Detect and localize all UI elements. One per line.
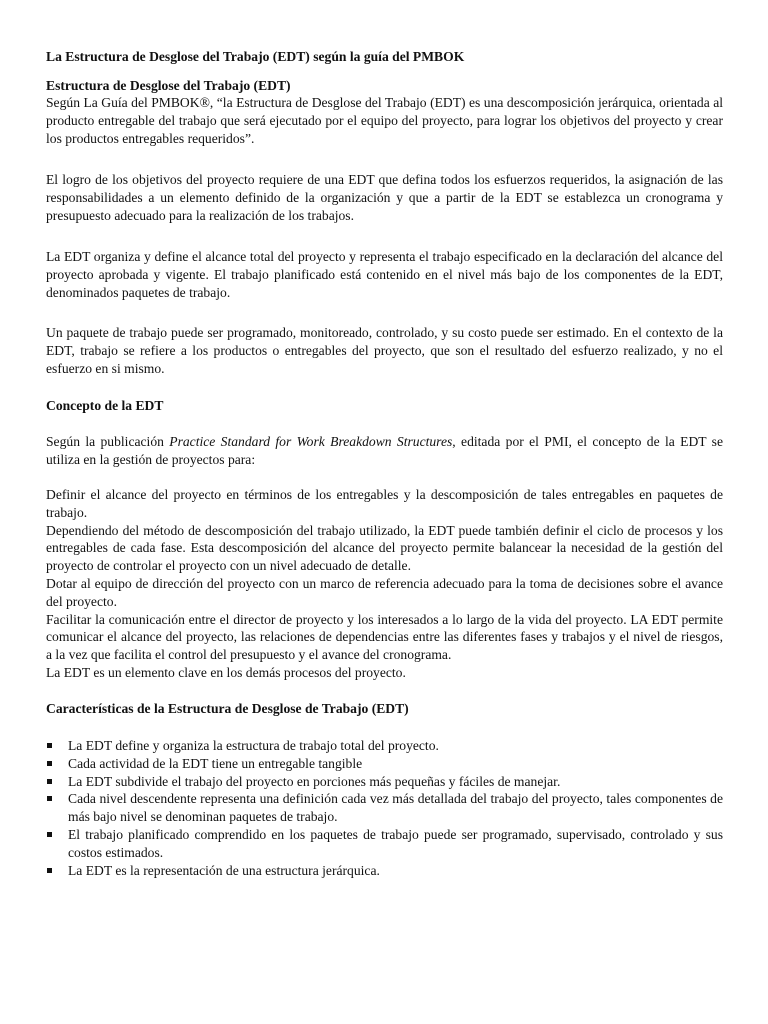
section-heading-edt: Estructura de Desglose del Trabajo (EDT) xyxy=(46,78,291,93)
section-heading-characteristics: Características de la Estructura de Desglose de Trabajo (EDT) xyxy=(46,701,409,716)
list-item xyxy=(46,790,723,826)
concept-list xyxy=(46,486,723,682)
list-item-text: La EDT define y organiza la estructura de trabajo total del proyecto. xyxy=(68,738,439,753)
paragraph-work-package: Un paquete de trabajo puede ser programado, monitoreado, controlado, y su costo puede ser estimado. En el contexto de la EDT, trabajo se refiere a los productos o entregables del proyecto, que son el resultado del esfuerzo realizado, y no el esfuerzo en si mismo. xyxy=(46,325,723,376)
square-bullet-icon xyxy=(47,868,52,873)
list-item-text: Cada nivel descendente representa una definición cada vez más detallada del trabajo del proyecto, tales componentes de más bajo nivel se denominan paquetes de trabajo. xyxy=(68,791,723,825)
square-bullet-icon xyxy=(47,761,52,766)
list-item xyxy=(46,862,723,880)
square-bullet-icon xyxy=(47,779,52,784)
list-item-text: La EDT subdivide el trabajo del proyecto en porciones más pequeñas y fáciles de manejar. xyxy=(68,773,561,789)
list-item xyxy=(46,826,723,862)
characteristics-list xyxy=(46,737,723,879)
concept-item: Definir el alcance del proyecto en términos de los entregables y la descomposición de tales entregables en paquetes de trabajo. xyxy=(46,487,723,520)
intro-text-after: , editada por el PMI, el concepto de la EDT se utiliza en la gestión de proyectos para: xyxy=(46,434,724,467)
concept-item: Dotar al equipo de dirección del proyecto con un marco de referencia adecuado para la toma de decisiones sobre el avance del proyecto. xyxy=(46,575,723,609)
list-item-text: El trabajo planificado comprendido en los paquetes de trabajo puede ser programado, supervisado, controlado y sus costos estimados. xyxy=(68,826,723,860)
list-item-text: La EDT es la representación de una estructura jerárquica. xyxy=(68,862,380,878)
document-title: La Estructura de Desglose del Trabajo (EDT) según la guía del PMBOK xyxy=(46,49,465,64)
list-item xyxy=(46,755,723,773)
paragraph-definition: Según La Guía del PMBOK®, “la Estructura de Desglose del Trabajo (EDT) es una descomposición jerárquica, orientada al producto entregable del trabajo que será ejecutado por el equipo del proyecto, para lograr los objetivos del proyecto y crear los productos entregables requeridos”. xyxy=(46,95,723,146)
square-bullet-icon xyxy=(47,743,52,748)
concept-item: Dependiendo del método de descomposición del trabajo utilizado, la EDT puede también definir el ciclo de procesos y los entregables de cada fase. Esta descomposición del alcance del proyecto permite balancear la necesidad de la gestión del proyecto de controlar el proyecto con un nivel adecuado de detalle. xyxy=(46,522,723,574)
paragraph-objectives: El logro de los objetivos del proyecto requiere de una EDT que defina todos los esfuerzos requeridos, la asignación de las responsabilidades a un elemento definido de la organización y que a partir de la EDT se establezca un cronograma y presupuesto adecuado para la realización de los trabajos. xyxy=(46,172,723,223)
list-item xyxy=(46,737,723,755)
paragraph-scope: La EDT organiza y define el alcance total del proyecto y representa el trabajo especificado en la declaración del alcance del proyecto aprobada y vigente. El trabajo planificado está contenido en el nivel más bajo de los componentes de la EDT, denominados paquetes de trabajo. xyxy=(46,249,723,300)
paragraph-concept-intro xyxy=(46,433,723,469)
square-bullet-icon xyxy=(47,832,52,837)
concept-item: Facilitar la comunicación entre el director de proyecto y los interesados a lo largo de la vida del proyecto. LA EDT permite comunicar el alcance del proyecto, las relaciones de dependencias entre las diferentes fases y trabajos y el nivel de riesgos, a la vez que facilita el control del presupuesto y el avance del cronograma. xyxy=(46,611,723,663)
list-item xyxy=(46,773,723,791)
list-item-text: Cada actividad de la EDT tiene un entregable tangible xyxy=(68,755,363,771)
concept-item: La EDT es un elemento clave en los demás procesos del proyecto. xyxy=(46,664,406,680)
square-bullet-icon xyxy=(47,796,52,801)
intro-text-before: Según la publicación xyxy=(46,434,170,449)
section-heading-concept: Concepto de la EDT xyxy=(46,398,164,413)
publication-title: Practice Standard for Work Breakdown Structures xyxy=(169,434,453,449)
